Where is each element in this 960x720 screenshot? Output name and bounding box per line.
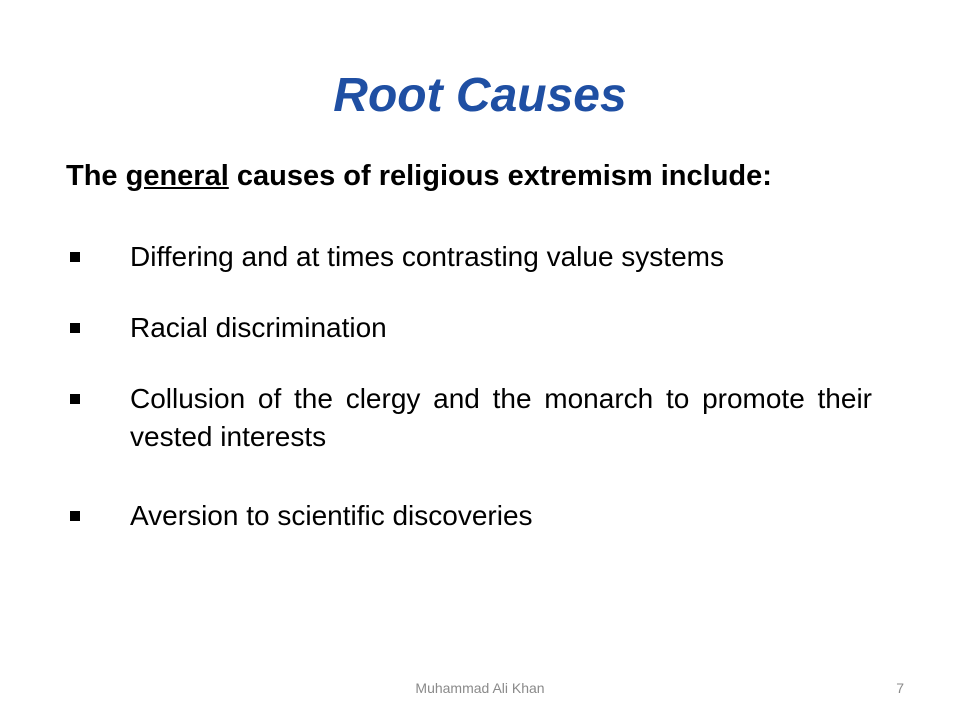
square-bullet-icon (70, 252, 80, 262)
square-bullet-icon (70, 394, 80, 404)
intro-underlined-word: general (125, 160, 229, 192)
bullet-text: Aversion to scientific discoveries (130, 500, 533, 531)
intro-suffix: causes of religious extremism include: (228, 160, 772, 192)
footer-author: Muhammad Ali Khan (415, 680, 545, 696)
slide-title: Root Causes (333, 69, 627, 122)
square-bullet-icon (70, 511, 80, 521)
footer-page-number: 7 (896, 680, 904, 696)
intro-prefix: The (66, 160, 126, 192)
bullet-text: Collusion of the clergy and the monarch to promote their vested interests (130, 383, 872, 452)
bullet-text: Racial discrimination (130, 312, 387, 343)
bullet-text: Differing and at times contrasting value systems (130, 241, 724, 272)
square-bullet-icon (70, 323, 80, 333)
